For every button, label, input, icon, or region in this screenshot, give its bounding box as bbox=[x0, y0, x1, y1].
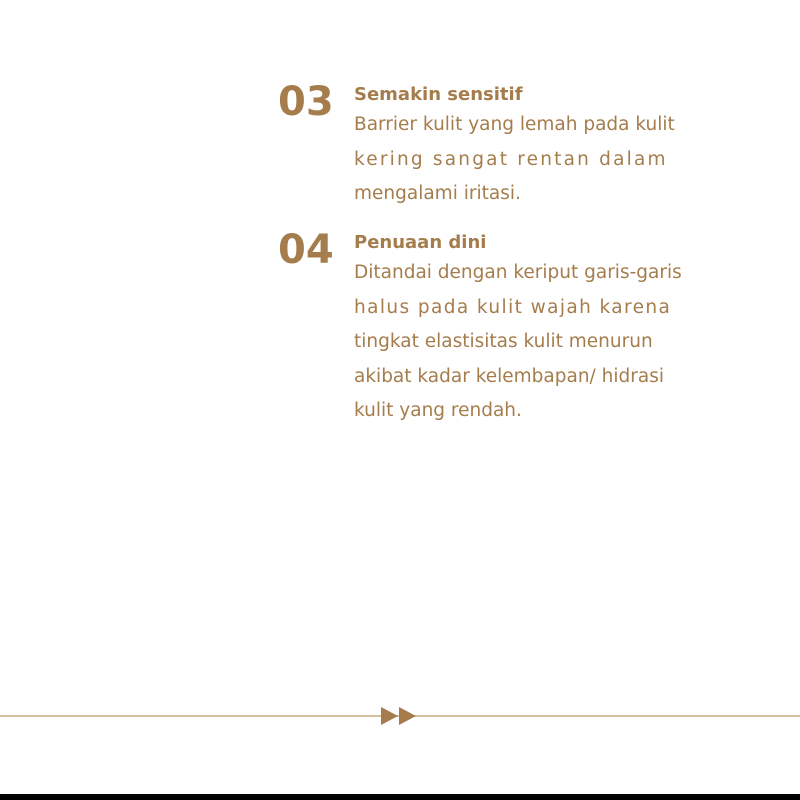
point-text bbox=[354, 82, 764, 212]
point-description bbox=[354, 108, 764, 212]
description-line: mengalami iritasi. bbox=[354, 183, 521, 204]
point-number: 03 bbox=[278, 79, 334, 125]
description-line: halus pada kulit wajah karena bbox=[354, 296, 672, 318]
point-title: Semakin sensitif bbox=[354, 84, 523, 105]
description-line: kulit yang rendah. bbox=[354, 400, 522, 421]
description-line: tingkat elastisitas kulit menurun bbox=[354, 331, 653, 352]
description-line: kering sangat rentan dalam bbox=[354, 148, 668, 170]
description-line: Ditandai dengan keriput garis-garis bbox=[354, 262, 682, 283]
description-line: Barrier kulit yang lemah pada kulit bbox=[354, 114, 675, 135]
point-text bbox=[354, 230, 764, 429]
point-number: 04 bbox=[278, 227, 334, 273]
description-line: akibat kadar kelembapan/ hidrasi bbox=[354, 365, 665, 387]
bottom-edge-bar bbox=[0, 794, 800, 800]
point-title: Penuaan dini bbox=[354, 232, 487, 253]
point-description bbox=[354, 256, 764, 429]
double-chevron-right-icon[interactable] bbox=[381, 706, 421, 726]
